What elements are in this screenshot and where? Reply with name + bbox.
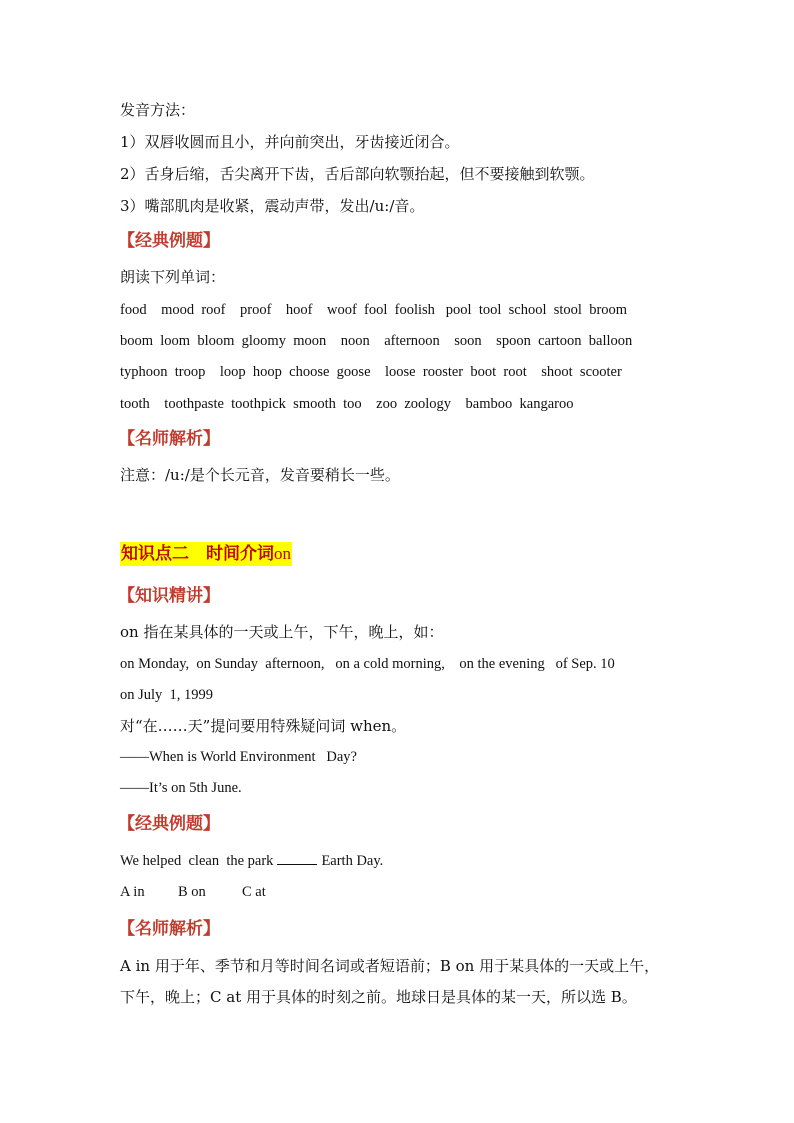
explain-line: on 指在某具体的一天或上午，下午，晚上，如： bbox=[120, 623, 444, 641]
example-heading-2: 【经典例题】 bbox=[118, 814, 220, 834]
analysis-heading-2: 【名师解析】 bbox=[118, 919, 220, 939]
dialog-question: ——When is World Environment Day? bbox=[120, 749, 357, 765]
examples-line-2: on July 1, 1999 bbox=[120, 687, 214, 703]
word-line-3: typhoon troop loop hoop choose goose loose rooster boot root shoot scooter bbox=[120, 364, 622, 380]
example-heading-1: 【经典例题】 bbox=[118, 231, 220, 251]
analysis-text-1: 注意：/u:/是个长元音，发音要稍长一些。 bbox=[120, 466, 400, 484]
question-before: We helped clean the park bbox=[120, 853, 274, 869]
analysis-heading-1: 【名师解析】 bbox=[118, 429, 220, 449]
method-item-2: 2）舌身后缩，舌尖离开下齿，舌后部向软颚抬起，但不要接触到软颚。 bbox=[120, 165, 595, 183]
method-title: 发音方法： bbox=[120, 101, 196, 119]
read-prompt: 朗读下列单词： bbox=[120, 268, 226, 286]
dialog-answer: ——It’s on 5th June. bbox=[120, 780, 242, 796]
section-title-cn: 知识点二 时间介词 bbox=[121, 544, 274, 564]
option-b: B on bbox=[178, 884, 206, 900]
method-item-1: 1）双唇收圆而且小，并向前突出，牙齿接近闭合。 bbox=[120, 133, 460, 151]
section-title-en: on bbox=[274, 544, 291, 563]
method-item-3: 3）嘴部肌肉是收紧，震动声带，发出/u:/音。 bbox=[120, 197, 425, 215]
word-line-2: boom loom bloom gloomy moon noon afternoon soon spoon cartoon balloon bbox=[120, 333, 633, 349]
word-line-1: food mood roof proof hoof woof fool foolish pool tool school stool broom bbox=[120, 302, 628, 318]
section-title bbox=[120, 542, 292, 566]
option-a: A in bbox=[120, 884, 145, 900]
answer-blank bbox=[277, 852, 317, 865]
word-line-4: tooth toothpaste toothpick smooth too zoo zoology bamboo kangaroo bbox=[120, 396, 574, 412]
option-c: C at bbox=[242, 884, 266, 900]
question-after: Earth Day. bbox=[321, 853, 384, 869]
options-line bbox=[120, 882, 266, 902]
question-note: 对“在……天”提问要用特殊疑问词 when。 bbox=[120, 717, 407, 735]
examples-line-1: on Monday, on Sunday afternoon, on a cold morning, on the evening of Sep. 10 bbox=[120, 656, 615, 672]
knowledge-heading: 【知识精讲】 bbox=[118, 586, 220, 606]
question-line bbox=[120, 851, 383, 871]
analysis-line-1: A in 用于年、季节和月等时间名词或者短语前；B on 用于某具体的一天或上午， bbox=[120, 957, 660, 975]
analysis-line-2: 下午，晚上；C at 用于具体的时刻之前。地球日是具体的某一天，所以选 B。 bbox=[120, 988, 637, 1006]
